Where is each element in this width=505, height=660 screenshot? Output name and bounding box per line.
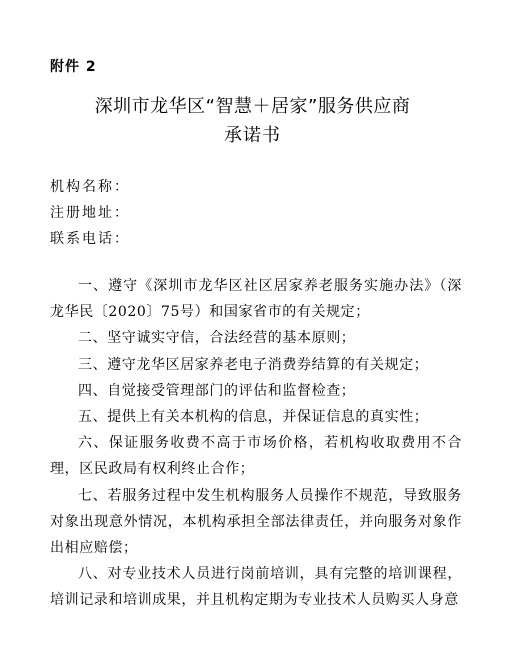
clause-8: 八、对专业技术人员进行岗前培训，具有完整的培训课程，培训记录和培训成果，并且机构定期为专业技术人员购买人身意 <box>50 566 462 609</box>
clause-list <box>50 273 462 614</box>
phone-field: 联系电话： <box>50 231 130 247</box>
clause-6: 六、保证服务收费不高于市场价格，若机构收取费用不合理，区民政局有权利终止合作； <box>50 435 462 478</box>
clause-4: 四、自觉接受管理部门的评估和监督检查； <box>78 382 356 399</box>
clause-3: 三、遵守龙华区居家养老电子消费券结算的有关规定； <box>78 356 429 373</box>
clause-1: 一、遵守《深圳市龙华区社区居家养老服务实施办法》（深龙华民〔2020〕75号）和国家省市的有关规定； <box>50 278 462 321</box>
reg-address-field: 注册地址： <box>50 205 130 221</box>
clause-5: 五、提供上有关本机构的信息，并保证信息的真实性； <box>78 409 429 426</box>
attachment-label: 附件 2 <box>50 59 97 75</box>
org-name-field: 机构名称： <box>50 179 130 195</box>
clause-7: 七、若服务过程中发生机构服务人员操作不规范，导致服务对象出现意外情况，本机构承担全部法律责任，并向服务对象作出相应赔偿； <box>50 487 462 557</box>
document-title: 深圳市龙华区“智慧＋居家”服务供应商 <box>94 96 411 117</box>
document-subtitle: 承诺书 <box>224 125 281 146</box>
clause-2: 二、坚守诚实守信，合法经营的基本原则； <box>78 330 356 347</box>
